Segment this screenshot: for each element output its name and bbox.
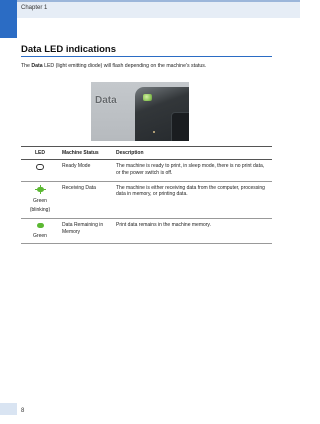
header-description: Description bbox=[113, 147, 272, 160]
header-machine-status: Machine Status bbox=[59, 147, 113, 160]
led-cell bbox=[21, 160, 59, 182]
description-cell: The machine is ready to print, in sleep mode, there is no print data, or the power switch is off. bbox=[113, 160, 272, 182]
table-row bbox=[21, 181, 272, 218]
intro-rest: LED (light emitting diode) will flash depending on the machine's status. bbox=[42, 63, 207, 69]
led-cell bbox=[21, 181, 59, 218]
table-row bbox=[21, 218, 272, 244]
description-cell: Print data remains in the machine memory. bbox=[113, 218, 272, 244]
chapter-tab-marker bbox=[0, 0, 17, 38]
header-led: LED bbox=[21, 147, 59, 160]
led-indications-table bbox=[21, 146, 272, 244]
title-divider bbox=[21, 56, 272, 57]
section-title: Data LED indications bbox=[21, 44, 117, 55]
description-cell: The machine is either receiving data from the computer, processing data in memory, or printing data. bbox=[113, 181, 272, 218]
photo-label: Data bbox=[95, 95, 117, 106]
table-row bbox=[21, 160, 272, 182]
chapter-label: Chapter 1 bbox=[21, 5, 48, 11]
status-cell: Data Remaining in Memory bbox=[59, 218, 113, 244]
intro-prefix: The bbox=[21, 63, 32, 69]
led-off-icon bbox=[36, 164, 44, 170]
intro-bold: Data bbox=[31, 63, 43, 69]
data-led-photo bbox=[91, 82, 189, 141]
photo-led-light bbox=[143, 94, 152, 101]
led-caption: Green bbox=[33, 198, 47, 205]
led-caption-secondary: (blinking) bbox=[29, 207, 51, 213]
led-cell bbox=[21, 218, 59, 244]
table-header-row bbox=[21, 147, 272, 160]
status-cell: Ready Mode bbox=[59, 160, 113, 182]
status-cell: Receiving Data bbox=[59, 181, 113, 218]
photo-indicator-dot bbox=[153, 131, 155, 133]
header-rule bbox=[17, 0, 300, 2]
page-number-tab bbox=[0, 403, 17, 415]
page-number: 8 bbox=[21, 408, 25, 414]
photo-inner-button bbox=[171, 112, 189, 141]
led-green-icon bbox=[37, 223, 44, 228]
intro-paragraph bbox=[21, 63, 206, 69]
led-caption: Green bbox=[33, 232, 47, 239]
led-blinking-icon bbox=[35, 185, 46, 194]
